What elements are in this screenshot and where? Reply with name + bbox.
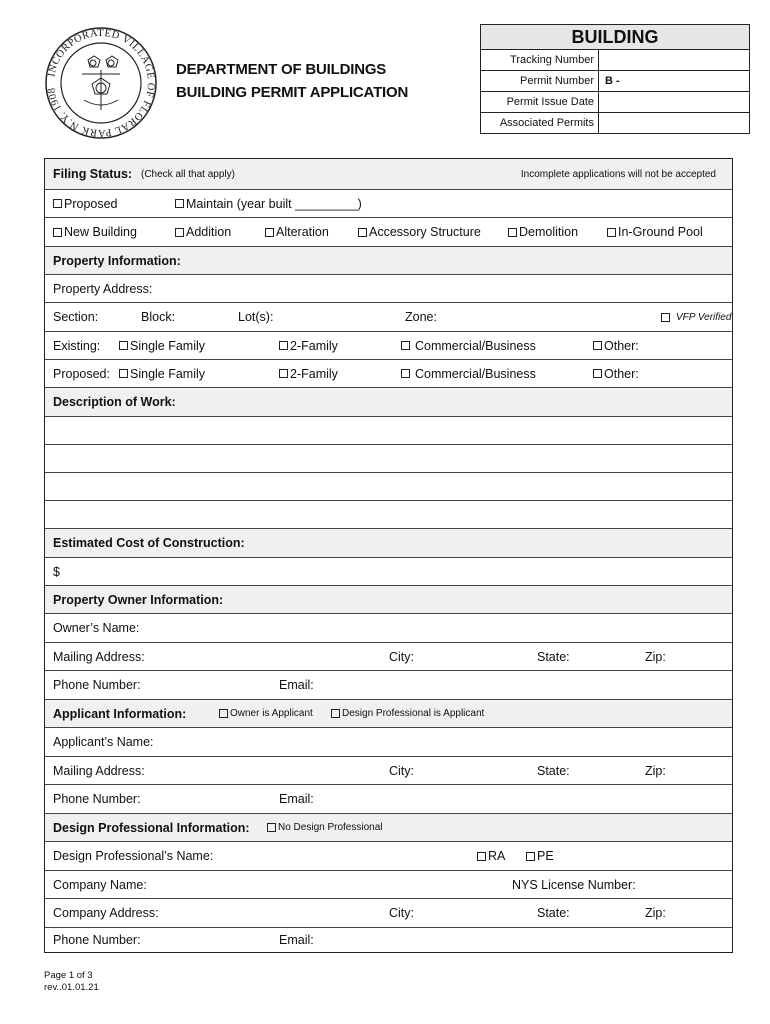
existing-single-family-label: Single Family <box>130 338 206 353</box>
owner-email-label: Email: <box>279 678 314 692</box>
associated-permits-row <box>481 113 749 133</box>
tracking-number-label: Tracking Number <box>481 50 599 70</box>
design-email-label: Email: <box>279 933 314 947</box>
nys-license-label: NYS License Number: <box>512 877 636 892</box>
building-office-box <box>480 24 750 134</box>
design-pro-name-label: Design Professional’s Name: <box>53 849 214 863</box>
accessory-structure-checkbox[interactable] <box>358 228 367 237</box>
incomplete-notice: Incomplete applications will not be accepted <box>520 168 716 180</box>
tracking-number-row <box>481 50 749 71</box>
company-city-label: City: <box>389 906 414 920</box>
existing-2-family-checkbox[interactable] <box>279 341 288 350</box>
property-info-heading: Property Information: <box>53 253 181 268</box>
proposed-label: Proposed <box>64 196 118 211</box>
work-type-row <box>45 218 732 247</box>
in-ground-pool-checkbox[interactable] <box>607 228 616 237</box>
associated-permits-label: Associated Permits <box>481 113 599 133</box>
design-phone-row <box>45 928 732 952</box>
filing-status-row <box>45 159 732 190</box>
pe-label: PE <box>537 849 554 863</box>
owner-phone-row <box>45 671 732 700</box>
description-heading-row <box>45 388 732 417</box>
permit-form <box>44 158 733 953</box>
filing-options-row <box>45 190 732 218</box>
estimated-cost-heading-row <box>45 529 732 558</box>
owner-is-applicant-checkbox[interactable] <box>219 709 228 718</box>
owner-zip-label: Zip: <box>645 649 666 664</box>
dept-line-2: BUILDING PERMIT APPLICATION <box>176 84 409 101</box>
permit-issue-date-field[interactable] <box>599 92 749 112</box>
maintain-checkbox[interactable] <box>175 199 184 208</box>
existing-2-family-label: 2-Family <box>290 338 338 353</box>
estimated-cost-row[interactable] <box>45 558 732 586</box>
proposed-single-family-checkbox[interactable] <box>119 369 128 378</box>
description-line-4[interactable] <box>45 501 732 529</box>
proposed-2-family-label: 2-Family <box>290 366 338 381</box>
company-name-label: Company Name: <box>53 877 147 892</box>
permit-number-label: Permit Number <box>481 71 599 91</box>
associated-permits-field[interactable] <box>599 113 749 133</box>
existing-commercial-checkbox[interactable] <box>401 341 410 350</box>
owner-name-label: Owner’s Name: <box>53 621 140 635</box>
description-line-1[interactable] <box>45 417 732 445</box>
owner-mailing-label: Mailing Address: <box>53 649 145 664</box>
demolition-label: Demolition <box>519 225 579 239</box>
tracking-number-field[interactable] <box>599 50 749 70</box>
dept-line-1: DEPARTMENT OF BUILDINGS <box>176 61 387 78</box>
alteration-label: Alteration <box>276 225 329 239</box>
applicant-state-label: State: <box>537 763 570 778</box>
owner-heading-row <box>45 586 732 614</box>
owner-city-label: City: <box>389 649 414 664</box>
existing-single-family-checkbox[interactable] <box>119 341 128 350</box>
proposed-use-row <box>45 360 732 388</box>
existing-label: Existing: <box>53 338 101 353</box>
permit-number-row <box>481 71 749 92</box>
applicant-info-heading: Applicant Information: <box>53 706 187 721</box>
description-of-work-heading: Description of Work: <box>53 395 176 409</box>
owner-name-row[interactable] <box>45 614 732 643</box>
proposed-use-label: Proposed: <box>53 366 110 381</box>
no-design-pro-checkbox[interactable] <box>267 823 276 832</box>
section-block-lot-row <box>45 303 732 332</box>
description-line-2[interactable] <box>45 445 732 473</box>
vfp-verified-label: VFP Verified <box>676 311 732 323</box>
proposed-2-family-checkbox[interactable] <box>279 369 288 378</box>
property-address-row[interactable] <box>45 275 732 303</box>
company-address-row <box>45 899 732 928</box>
owner-mailing-row <box>45 643 732 671</box>
applicant-mailing-row <box>45 757 732 785</box>
new-building-label: New Building <box>64 225 137 239</box>
no-design-pro-label: No Design Professional <box>278 822 383 833</box>
permit-issue-date-row <box>481 92 749 113</box>
proposed-other-checkbox[interactable] <box>593 369 602 378</box>
description-line-3[interactable] <box>45 473 732 501</box>
permit-number-field[interactable]: B - <box>605 75 620 87</box>
applicant-email-label: Email: <box>279 792 314 806</box>
owner-info-heading: Property Owner Information: <box>53 592 224 607</box>
new-building-checkbox[interactable] <box>53 228 62 237</box>
filing-status-label: Filing Status: <box>53 167 133 181</box>
building-box-title: BUILDING <box>481 25 749 50</box>
section-label: Section: <box>53 310 99 324</box>
company-state-label: State: <box>537 906 570 920</box>
applicant-name-label: Applicant’s Name: <box>53 735 154 749</box>
department-title <box>176 58 408 104</box>
applicant-heading-row <box>45 700 732 728</box>
maintain-label: Maintain (year built _________) <box>186 196 362 211</box>
estimated-cost-heading: Estimated Cost of Construction: <box>53 536 245 550</box>
owner-state-label: State: <box>537 649 570 664</box>
zone-label: Zone: <box>405 310 437 324</box>
seal-text: INCORPORATED VILLAGE OF FLORAL PARK N.Y. 1908 <box>46 27 157 139</box>
addition-label: Addition <box>186 225 232 239</box>
vfp-verified-checkbox[interactable] <box>661 313 670 322</box>
applicant-zip-label: Zip: <box>645 763 666 778</box>
property-address-label: Property Address: <box>53 281 153 296</box>
existing-use-row <box>45 332 732 360</box>
company-zip-label: Zip: <box>645 906 666 920</box>
owner-is-applicant-label: Owner is Applicant <box>230 708 313 719</box>
proposed-commercial-label: Commercial/Business <box>415 366 536 381</box>
applicant-phone-row <box>45 785 732 814</box>
filing-status-hint: (Check all that apply) <box>141 168 235 180</box>
existing-commercial-label: Commercial/Business <box>415 338 536 353</box>
revision-code: rev..01.01.21 <box>44 982 99 993</box>
company-address-label: Company Address: <box>53 906 159 920</box>
owner-phone-label: Phone Number: <box>53 678 141 692</box>
design-pro-heading: Design Professional Information: <box>53 820 250 835</box>
applicant-phone-label: Phone Number: <box>53 792 141 806</box>
applicant-mailing-label: Mailing Address: <box>53 763 145 778</box>
demolition-checkbox[interactable] <box>508 228 517 237</box>
village-seal <box>44 26 158 140</box>
design-pro-is-applicant-checkbox[interactable] <box>331 709 340 718</box>
property-info-heading-row <box>45 247 732 275</box>
pe-checkbox[interactable] <box>526 852 535 861</box>
in-ground-pool-label: In-Ground Pool <box>618 225 703 239</box>
dollar-sign: $ <box>53 564 60 579</box>
company-name-row <box>45 871 732 899</box>
design-pro-name-row <box>45 842 732 871</box>
applicant-city-label: City: <box>389 763 414 778</box>
proposed-commercial-checkbox[interactable] <box>401 369 410 378</box>
page-footer <box>44 970 99 994</box>
page-number: Page 1 of 3 <box>44 970 93 981</box>
permit-issue-date-label: Permit Issue Date <box>481 92 599 112</box>
proposed-checkbox[interactable] <box>53 199 62 208</box>
design-pro-is-applicant-label: Design Professional is Applicant <box>342 708 485 719</box>
accessory-structure-label: Accessory Structure <box>369 225 481 239</box>
alteration-checkbox[interactable] <box>265 228 274 237</box>
applicant-name-row[interactable] <box>45 728 732 757</box>
block-label: Block: <box>141 310 176 324</box>
proposed-single-family-label: Single Family <box>130 366 206 381</box>
ra-label: RA <box>488 849 506 863</box>
proposed-other-label: Other: <box>604 366 639 381</box>
addition-checkbox[interactable] <box>175 228 184 237</box>
ra-checkbox[interactable] <box>477 852 486 861</box>
design-phone-label: Phone Number: <box>53 933 141 947</box>
design-heading-row <box>45 814 732 842</box>
lots-label: Lot(s): <box>238 310 274 324</box>
existing-other-checkbox[interactable] <box>593 341 602 350</box>
existing-other-label: Other: <box>604 338 639 353</box>
